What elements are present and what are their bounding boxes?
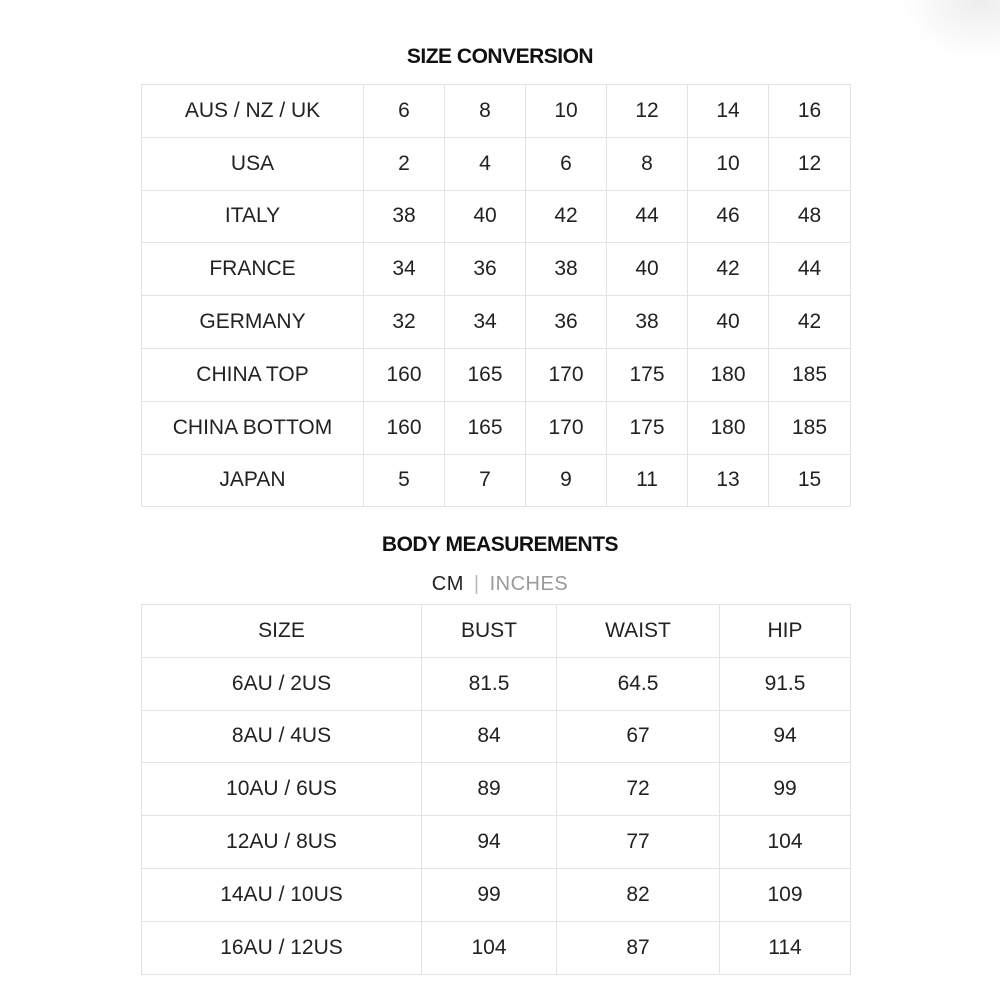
size-cell: 36 (526, 296, 607, 349)
size-row (142, 137, 851, 190)
measurements-cell: 84 (422, 710, 557, 763)
measurements-row (142, 710, 851, 763)
measurements-header-cell: HIP (720, 605, 851, 658)
measurements-size-label: 6AU / 2US (142, 657, 422, 710)
measurements-cell: 67 (557, 710, 720, 763)
size-cell: 40 (445, 190, 526, 243)
size-cell: 10 (688, 137, 769, 190)
size-cell: 6 (364, 85, 445, 138)
size-conversion-table (141, 84, 851, 507)
size-cell: 4 (445, 137, 526, 190)
size-cell: 8 (445, 85, 526, 138)
body-measurements-title: BODY MEASUREMENTS (381, 533, 619, 556)
size-cell: 40 (688, 296, 769, 349)
size-cell: 38 (364, 190, 445, 243)
size-region-label: CHINA BOTTOM (142, 401, 364, 454)
size-region-label: FRANCE (142, 243, 364, 296)
unit-inches-toggle[interactable]: INCHES (489, 573, 569, 595)
measurements-cell: 94 (422, 816, 557, 869)
size-cell: 42 (526, 190, 607, 243)
measurements-cell: 82 (557, 868, 720, 921)
size-cell: 46 (688, 190, 769, 243)
size-cell: 6 (526, 137, 607, 190)
size-cell: 48 (769, 190, 851, 243)
size-cell: 32 (364, 296, 445, 349)
size-cell: 38 (607, 296, 688, 349)
measurements-cell: 91.5 (720, 657, 851, 710)
measurements-row (142, 763, 851, 816)
size-cell: 16 (769, 85, 851, 138)
size-region-label: CHINA TOP (142, 348, 364, 401)
size-cell: 34 (445, 296, 526, 349)
size-cell: 7 (445, 454, 526, 507)
size-region-label: GERMANY (142, 296, 364, 349)
size-cell: 44 (769, 243, 851, 296)
measurements-cell: 104 (422, 921, 557, 974)
size-cell: 36 (445, 243, 526, 296)
size-cell: 165 (445, 401, 526, 454)
measurements-row (142, 921, 851, 974)
measurements-row (142, 868, 851, 921)
measurements-cell: 64.5 (557, 657, 720, 710)
unit-cm-toggle[interactable]: CM (431, 573, 464, 595)
size-cell: 42 (769, 296, 851, 349)
size-cell: 160 (364, 401, 445, 454)
measurements-size-label: 8AU / 4US (142, 710, 422, 763)
size-cell: 40 (607, 243, 688, 296)
size-cell: 12 (769, 137, 851, 190)
size-cell: 175 (607, 401, 688, 454)
measurements-header-cell: WAIST (557, 605, 720, 658)
size-cell: 165 (445, 348, 526, 401)
measurements-size-label: 10AU / 6US (142, 763, 422, 816)
size-region-label: ITALY (142, 190, 364, 243)
measurements-cell: 99 (720, 763, 851, 816)
measurements-header-row (142, 605, 851, 658)
measurements-size-label: 16AU / 12US (142, 921, 422, 974)
size-conversion-title: SIZE CONVERSION (406, 45, 594, 68)
size-cell: 13 (688, 454, 769, 507)
size-cell: 38 (526, 243, 607, 296)
size-cell: 185 (769, 401, 851, 454)
size-cell: 2 (364, 137, 445, 190)
size-region-label: JAPAN (142, 454, 364, 507)
size-row (142, 348, 851, 401)
measurements-cell: 114 (720, 921, 851, 974)
size-cell: 34 (364, 243, 445, 296)
size-region-label: USA (142, 137, 364, 190)
size-cell: 5 (364, 454, 445, 507)
measurements-cell: 72 (557, 763, 720, 816)
size-row (142, 454, 851, 507)
measurements-row (142, 657, 851, 710)
measurements-cell: 99 (422, 868, 557, 921)
size-row (142, 296, 851, 349)
size-cell: 180 (688, 401, 769, 454)
size-cell: 11 (607, 454, 688, 507)
size-cell: 170 (526, 348, 607, 401)
size-cell: 42 (688, 243, 769, 296)
measurements-size-label: 12AU / 8US (142, 816, 422, 869)
body-measurements-table (141, 604, 851, 975)
size-row (142, 85, 851, 138)
size-row (142, 243, 851, 296)
measurements-header-cell: SIZE (142, 605, 422, 658)
unit-toggle (0, 573, 1000, 596)
size-cell: 170 (526, 401, 607, 454)
size-cell: 44 (607, 190, 688, 243)
measurements-cell: 104 (720, 816, 851, 869)
measurements-size-label: 14AU / 10US (142, 868, 422, 921)
measurements-cell: 89 (422, 763, 557, 816)
size-cell: 175 (607, 348, 688, 401)
measurements-cell: 109 (720, 868, 851, 921)
size-row (142, 190, 851, 243)
size-cell: 15 (769, 454, 851, 507)
size-cell: 10 (526, 85, 607, 138)
measurements-row (142, 816, 851, 869)
size-cell: 160 (364, 348, 445, 401)
size-cell: 12 (607, 85, 688, 138)
measurements-cell: 77 (557, 816, 720, 869)
size-cell: 8 (607, 137, 688, 190)
size-cell: 9 (526, 454, 607, 507)
unit-separator: | (473, 573, 480, 595)
size-cell: 14 (688, 85, 769, 138)
size-cell: 185 (769, 348, 851, 401)
size-cell: 180 (688, 348, 769, 401)
measurements-cell: 87 (557, 921, 720, 974)
measurements-header-cell: BUST (422, 605, 557, 658)
size-region-label: AUS / NZ / UK (142, 85, 364, 138)
measurements-cell: 81.5 (422, 657, 557, 710)
size-row (142, 401, 851, 454)
measurements-cell: 94 (720, 710, 851, 763)
